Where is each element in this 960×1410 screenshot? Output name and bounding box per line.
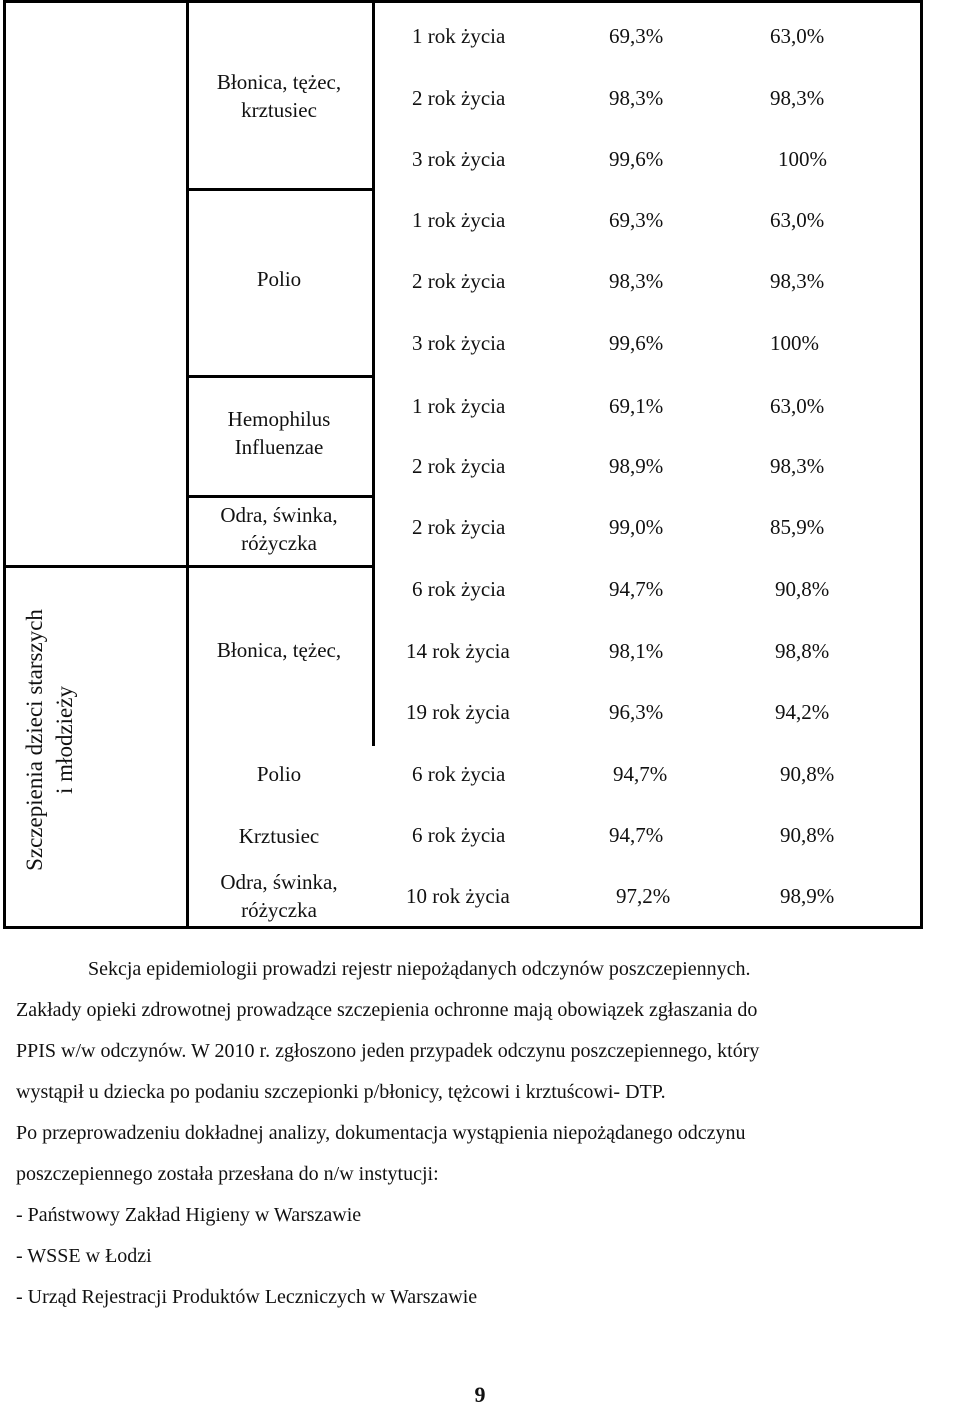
value-2009-cell: 99,6% xyxy=(609,331,664,355)
value-2009-cell: 94,7% xyxy=(609,823,664,847)
value-2010-cell: 98,8% xyxy=(775,639,830,663)
institution-item: - Państwowy Zakład Higieny w Warszawie xyxy=(16,1204,362,1226)
disease-hib: Hemophilus Influenzae xyxy=(227,407,331,459)
value-2009-cell: 99,6% xyxy=(609,147,664,171)
disease-dtp: Błonica, tężec, krztusiec xyxy=(216,70,342,122)
paragraph-line: wystąpił u dziecka po podaniu szczepionki p/błonicy, tężcowi i krztuścowi- DTP. xyxy=(16,1081,666,1103)
age-cell: 6 rok życia xyxy=(412,823,506,847)
age-cell: 3 rok życia xyxy=(412,147,506,171)
value-2010-cell: 90,8% xyxy=(775,577,830,601)
age-cell: 3 rok życia xyxy=(412,331,506,355)
value-2009-cell: 69,3% xyxy=(609,208,664,232)
value-2010-cell: 98,3% xyxy=(770,454,825,478)
page-number: 9 xyxy=(474,1382,486,1407)
value-2009-cell: 98,1% xyxy=(609,639,664,663)
value-2010-cell: 98,3% xyxy=(770,269,825,293)
value-2009-cell: 94,7% xyxy=(609,577,664,601)
disease-dt-older: Błonica, tężec, xyxy=(216,638,342,662)
value-2010-cell: 63,0% xyxy=(770,394,825,418)
institution-item: - WSSE w Łodzi xyxy=(16,1245,152,1267)
value-2010-cell: 98,9% xyxy=(780,884,835,908)
disease-polio-older: Polio xyxy=(256,762,302,786)
value-2010-cell: 90,8% xyxy=(780,762,835,786)
age-cell: 19 rok życia xyxy=(406,700,510,724)
section-label-older-children: Szczepienia dzieci starszych i młodzieży xyxy=(22,609,77,871)
value-2009-cell: 94,7% xyxy=(613,762,668,786)
value-2010-cell: 94,2% xyxy=(775,700,830,724)
age-cell: 6 rok życia xyxy=(412,577,506,601)
value-2010-cell: 90,8% xyxy=(780,823,835,847)
disease-pertussis-older: Krztusiec xyxy=(238,824,320,848)
value-2010-cell: 63,0% xyxy=(770,208,825,232)
value-2009-cell: 96,3% xyxy=(609,700,664,724)
age-cell: 2 rok życia xyxy=(412,86,506,110)
value-2009-cell: 99,0% xyxy=(609,515,664,539)
paragraph-line: Po przeprowadzeniu dokładnej analizy, dokumentacja wystąpienia niepożądanego odczynu xyxy=(16,1122,746,1144)
age-cell: 1 rok życia xyxy=(412,24,506,48)
paragraph-line: Zakłady opieki zdrowotnej prowadzące szczepienia ochronne mają obowiązek zgłaszania do xyxy=(16,999,758,1021)
disease-mmr-older: Odra, świnka, różyczka xyxy=(220,870,338,922)
value-2009-cell: 69,3% xyxy=(609,24,664,48)
value-2009-cell: 98,3% xyxy=(609,86,664,110)
value-2009-cell: 98,3% xyxy=(609,269,664,293)
disease-polio: Polio xyxy=(256,267,302,291)
value-2010-cell: 100% xyxy=(770,331,819,355)
value-2010-cell: 98,3% xyxy=(770,86,825,110)
value-2010-cell: 63,0% xyxy=(770,24,825,48)
paragraph-line: PPIS w/w odczynów. W 2010 r. zgłoszono jeden przypadek odczynu poszczepiennego, który xyxy=(16,1040,760,1062)
value-2009-cell: 97,2% xyxy=(616,884,671,908)
age-cell: 1 rok życia xyxy=(412,208,506,232)
age-cell: 2 rok życia xyxy=(412,454,506,478)
institution-item: - Urząd Rejestracji Produktów Leczniczych w Warszawie xyxy=(16,1286,478,1308)
age-cell: 2 rok życia xyxy=(412,515,506,539)
value-2009-cell: 98,9% xyxy=(609,454,664,478)
body-paragraph xyxy=(16,949,956,1318)
paragraph-line: Sekcja epidemiologii prowadzi rejestr niepożądanych odczynów poszczepiennych. xyxy=(88,958,751,980)
age-cell: 10 rok życia xyxy=(406,884,510,908)
disease-mmr: Odra, świnka, różyczka xyxy=(220,503,338,555)
age-cell: 1 rok życia xyxy=(412,394,506,418)
paragraph-line: poszczepiennego została przesłana do n/w instytucji: xyxy=(16,1163,439,1185)
value-2009-cell: 69,1% xyxy=(609,394,664,418)
age-cell: 6 rok życia xyxy=(412,762,506,786)
age-cell: 14 rok życia xyxy=(406,639,510,663)
value-2010-cell: 100% xyxy=(778,147,827,171)
age-cell: 2 rok życia xyxy=(412,269,506,293)
value-2010-cell: 85,9% xyxy=(770,515,825,539)
